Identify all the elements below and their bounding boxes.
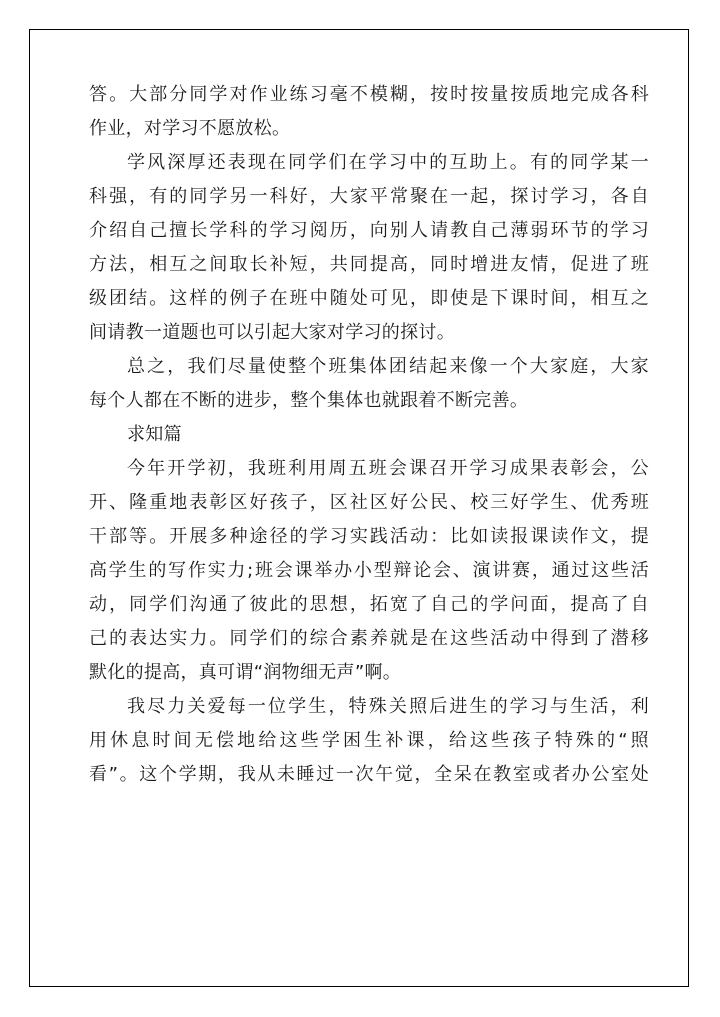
text-line: 高学生的写作实力;班会课举办小型辩论会、演讲赛，通过这些活 bbox=[89, 560, 649, 581]
document-body bbox=[89, 78, 649, 792]
text-line: 看”。这个学期，我从未睡过一次午觉，全呆在教室或者办公室处 bbox=[89, 764, 649, 785]
text-line: 科强，有的同学另一科好，大家平常聚在一起，探讨学习，各自 bbox=[89, 186, 649, 207]
paragraph-first-line: 我尽力关爱每一位学生，特殊关照后进生的学习与生活，利 bbox=[127, 696, 649, 717]
text-line: 每个人都在不断的进步，整个集体也就跟着不断完善。 bbox=[89, 390, 529, 411]
text-line: 默化的提高，真可谓“润物细无声”啊。 bbox=[89, 662, 402, 683]
paragraph-first-line: 学风深厚还表现在同学们在学习中的互助上。有的同学某一 bbox=[127, 152, 649, 173]
text-line: 己的表达实力。同学们的综合素养就是在这些活动中得到了潜移 bbox=[89, 628, 649, 649]
text-line: 方法，相互之间取长补短，共同提高，同时增进友情，促进了班 bbox=[89, 254, 649, 275]
text-line: 级团结。这样的例子在班中随处可见，即使是下课时间，相互之 bbox=[89, 288, 649, 309]
paragraph-first-line: 求知篇 bbox=[127, 424, 182, 445]
paragraph-first-line: 今年开学初，我班利用周五班会课召开学习成果表彰会，公 bbox=[127, 458, 649, 479]
text-line: 作业，对学习不愿放松。 bbox=[89, 118, 291, 139]
paragraph-first-line: 总之，我们尽量使整个班集体团结起来像一个大家庭，大家 bbox=[127, 356, 649, 377]
text-line: 介绍自己擅长学科的学习阅历，向别人请教自己薄弱环节的学习 bbox=[89, 220, 649, 241]
text-line: 间请教一道题也可以引起大家对学习的探讨。 bbox=[89, 322, 455, 343]
text-line: 用休息时间无偿地给这些学困生补课，给这些孩子特殊的“照 bbox=[89, 730, 649, 751]
text-line: 开、隆重地表彰区好孩子，区社区好公民、校三好学生、优秀班 bbox=[89, 492, 649, 513]
text-line: 答。大部分同学对作业练习毫不模糊，按时按量按质地完成各科 bbox=[89, 84, 649, 105]
text-line: 动，同学们沟通了彼此的思想，拓宽了自己的学问面，提高了自 bbox=[89, 594, 649, 615]
text-line: 干部等。开展多种途径的学习实践活动：比如读报课读作文，提 bbox=[89, 526, 649, 547]
